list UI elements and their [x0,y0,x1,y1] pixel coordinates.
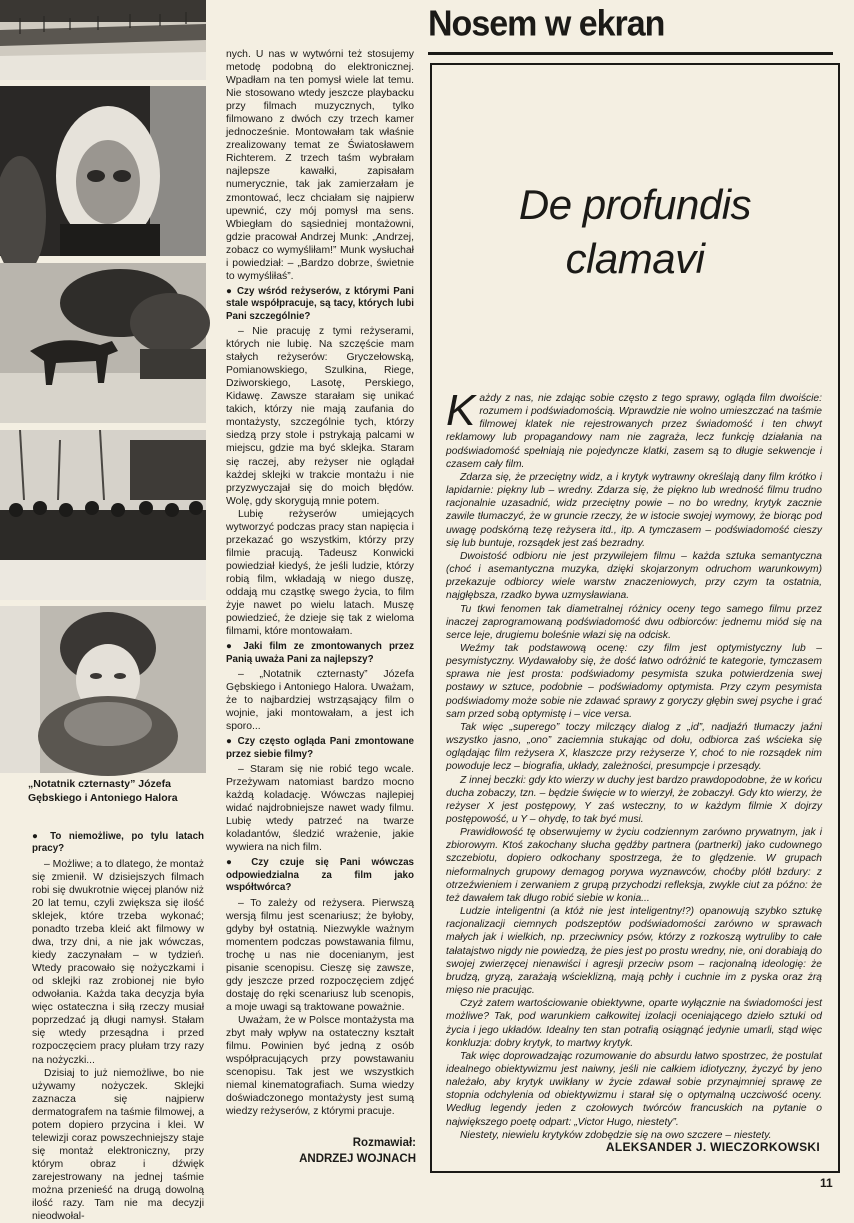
article-body [446,386,822,1142]
page-number: 11 [820,1176,833,1190]
interview-paragraph: – To zależy od reżysera. Pierwszą wersją filmu jest scenariusz; że byłoby, gdyby był ostatnią. Niezwykle ważnym momentem podczas powstawania filmu, trochę u nas nie docenianym, jest pisanie scenopisu. Cieszę się zawsze, gdy jeszcze przed rozpoczęciem zdjęć dostaję do ręki scenariusz lub scenopis, a moje uwagi są traktowane poważnie. [226,897,414,1013]
interview-question: ● Czy wśród reżyserów, z którymi Pani stale współpracuje, są tacy, których lubi Pani szczególnie? [226,285,414,322]
interviewer-name: ANDRZEJ WOJNACH [299,1153,416,1165]
article-paragraph: Z innej beczki: gdy kto wierzy w duchy jest bardzo prawdopodobne, że w końcu ducha zobaczy, tzn. – będzie święcie w to wierzył, że zobaczył. Gdy kto wierzy, że reżyser X jest postępowy, Y zaś wsteczny, to w każdym filmie X dojrzy postępowość, u Y – ohydę, to tak być musi. [446,774,822,825]
article-paragraph: Ludzie inteligentni (a któż nie jest inteligentny!?) opanowują szybko sztukę racjonalizacji ciemnych podszeptów podświadomości zarówno w sprawach małych jak i wielkich, np. przeciwnicy psów, którzy z rozkoszą wytruliby to całe tałatajstwo nigdy nie powiedzą, że pies jest po prostu wredny, nie, oni dorabiają do swojej zwierzęcej nienawiści i agresji przeciw psom – racjonalną ideologię: że brudzą, gryzą, zarażają wścieklizną, mają pchły i cuchnie im z pyska oraz żrą mięso nie pracując. [446,906,822,997]
drop-cap: K [446,386,476,435]
interview-paragraph: nych. U nas w wytwórni też stosujemy metodę podobną do elektronicznej. Wpadłam na ten pomysł wiele lat temu. Nie stosowano wtedy jeszcze playbacku przy filmach muzycznych, tylko filmowano z dwóch czy trzech kamer jednocześnie. Montowałam tak właśnie zrealizowany temat ze Światosławem Richterem. Z trzech taśm wybrałam najlepsze kawałki, zapisałam numerycznie, tak jak zamierzałam je zmontować, lecz chciałam się najpierw upewnić, czy mój pomysł ma sens. Wbiegłam do sąsiedniej montażowni, gdzie pracował Andrzej Munk: „Andrzej, zobacz co wymyśliłam!” Munk wysłuchał i powiedział: – „Bardzo dobrze, świetnie to wymyśliłaś”. [226,49,414,282]
article-author: ALEKSANDER J. WIECZORKOWSKI [605,1140,820,1154]
interview-paragraph: – Nie pracuję z tymi reżyserami, których nie lubię. Na szczęście mam stałych reżyserów: Gryczełowską, Pomianowskiego, Szulkina, Riege, Dziworskiego, Lasotę, Perskiego, Kidawę. Zawsze starałam się unikać takich, którzy nie mają zaufania do montażysty, szczególnie tych, którzy siedzą przy stole i pstrykają palcami w miejscu, gdzie ma być sklejka. Staram się raczej, aby reżyser nie oglądał każdej sklejki w trakcie montażu i nie przyzwyczajał się do moich błędów. Wolę, gdy skorygują mnie potem. [226,326,414,507]
section-rule [428,52,833,55]
article-paragraph [446,386,822,471]
article-headline [430,178,840,286]
article-paragraph: Czyż zatem wartościowanie obiektywne, oparte wyłącznie na świadomości jest możliwe? Tak, pod warunkiem całkowitej izolacji oceniającego dzieło sztuki od życia i jego układów. Idealny ten stan potrafią osiągnąć jedynie umarli, stąd więc konkluzja: dobry krytyk, to martwy krytyk. [446,998,822,1049]
winter-crowd-photo [0,430,206,600]
interview-column-left [32,828,204,1223]
section-title: Nosem w ekran [428,4,665,44]
article-paragraph: Dwoistość odbioru nie jest przywilejem filmu – każda sztuka semantyczna (choć i asemantyczna muzyka, dzięki skojarzonym odruchom warunkowym) przekazuje odbiorcy wiele warstw znaczeniowych, przy czym ta ostatnia, najgłębsza, rzadko bywa uzmysławiana. [446,550,822,602]
interview-paragraph: – Możliwe; a to dlatego, że montaż się zmienił. W dzisiejszych filmach robi się dwukrotnie więcej planów niż 20 lat temu, czyli zwiększa się ilość sklejek, które trzeba wykonać; ponadto trzeba kleić akt filmowy w dwa, trzy dni, a nie jak wówczas, kiedy zaczynałam – w tydzień. Wtedy pracowało się nożyczkami i od sklejki raz zrobionej nie było odwołania. Każda taka decyzja była więc ostateczna i siłą rzeczy musiał poprzedzać ją długi namysł. Stałam się wtedy przesądna i przed rozpoczęciem pracy plułam trzy razy na nożyczki... [32,858,204,1066]
article-paragraph: Tak więc doprowadzając rozumowanie do absurdu łatwo spostrzec, że postulat idealnego obiektywizmu jest naiwny, jeśli nie całkiem idiotyczny, życzyć by jeno należało, aby krytyk uwikłany w życie zdawał sobie przynajmniej sprawę ze stopnia odchylenia od obiektywizmu i starał się o optymalną uczciwość oceny. Według legendy jeden z czołowych twórców francuskich na pytanie o największego poetę odpart: „Victor Hugo, niestety”. [446,1050,822,1128]
article-paragraph: Prawidłowość tę obserwujemy w życiu codziennym zarówno prywatnym, jak i zbiorowym. Ktoś zakochany słucha gędźby partnera (partnerki) jako cudownego szczebiotu, dopiero odkochany spostrzega, że to ględzenie. W grupach nieformalnych grupowy demagog porywa wyznawców, choćby plótł bzdury: z otrzeźwieniem i zerwaniem z grupą przychodzi refleksja, zwykle ciut za późno: że też dawałem tak długo robić siebie w konia... [446,827,822,904]
woman-fur-hat-photo [0,606,206,773]
article-paragraph: Niestety, niewielu krytyków zdobędzie się na owo szczere – niestety. [460,1129,772,1141]
article-paragraph: Weźmy tak podstawową ocenę: czy film jest optymistyczny lub – pesymistyczny. Wydawałoby się, że dość łatwo odróżnić te kategorie, tymczasem sprawa nie jest prosta: podświadomy pesymista szuka potwierdzenia swej postawy w sztuce, podobnie – podświadomy optymista. Przy czym pesymista podświadomy może sobie nie zdawać sprawy z goryczy głębin swej psyche i grać sam przed sobą optymistę i – vice versa. [446,642,822,720]
interview-question: ● Czy czuje się Pani wówczas odpowiedzialna za film jako współtwórca? [226,857,414,894]
headline-line-2: clamavi [565,235,705,282]
headline-line-1: De profundis [518,181,752,228]
interview-question: ● Jaki film ze zmontowanych przez Panią uważa Pani za najlepszy? [226,641,414,665]
interviewer-label: Rozmawiał: [352,1137,416,1149]
article-paragraph-text: ażdy z nas, nie zdając sobie często z tego sprawy, ogląda film dwoiście: rozumem i podświadomością. Wprawdzie nie wolno umieszczać na taśmie filmowej klatek nie rejestrowanych przez świadomość i ten chwyt reklamowy lub propagandowy nam nie zagraża, lecz funkcję działania na podświadomość spełniają nie pojedyncze klatki, zasem są to długie sekwencje i czasem cały film. [446,393,822,470]
article-paragraph: Tak więc „superego” toczy milczący dialog z „id”, nadjaźń tłumaczy jaźni wszystko jasno, „ono” zaciemnia stukając od dołu, odbiorca zaś wściekа się oglądając film reżysera X, klaszcze przy reżyserze Y, choć to nie rozsądek nim powoduje lecz – biografia, układy, zależności, presumpcje i przesądy. [446,721,822,773]
article-paragraph: Tu tkwi fenomen tak diametralnej różnicy oceny tego samego filmu przez inaczej zaprogramowaną podświadomość dwu odbiorców: jednemu miód się na serce leje, drugiemu boleśnie włazi się na odcisk. [446,603,822,641]
article-paragraph: Zdarza się, że przeciętny widz, a i krytyk wytrawny określają dany film krótko i lapidarnie: piękny lub – wredny. Zdarza się, że piękno lub wredność filmu trudno racjonalnie uzasadnić, widz przeciętny powie – no bo wredny, krytyk zacznie zawile tłumaczyć, że w gruncie rzeczy, że w istocie swojej wymowy, że biorąc pod uwagę podskórną tezę reżysera itd., itp. A tymczasem – podświadomość cieszy się lub buntuje, rozsądek jest zaś bezradny. [446,471,822,549]
interview-paragraph: Dzisiaj to już niemożliwe, bo nie używamy nożyczek. Sklejki zaznacza się najpierw dermatografem na taśmie filmowej, a potem dopiero przycina i klei. W telewizji coraz powszechniejszy staje się montaż elektroniczny, przy którym obraz i dźwięk zarejestrowany na jednej taśmie można przenieść na drugą dowolną ilość razy. Tam nie ma decyzji nieodwołal- [32,1067,204,1223]
horse-war-scene-photo [0,263,206,423]
interview-paragraph: Lubię reżyserów umiejących wytworzyć podczas pracy stan napięcia i przekazać go wszystkim, którzy przy filmie pracują. Tadeusz Konwicki powiedział kiedyś, że jeśli ludzie, którzy robią film, wkładają w niego duszę, oddają mu cząstkę swego życia, to film żyje nawet po wielu latach. Muszę powiedzieć, że dzieje się tak z wieloma filmami, które montowałam. [226,508,414,638]
interview-question: ● To niemożliwe, po tylu latach pracy? [32,831,204,855]
photo-caption: „Notatnik czternasty” Józefa Gębskiego i Antoniego Halora [28,778,178,804]
woman-headscarf-photo [0,86,206,256]
interview-question: ● Czy często ogląda Pani zmontowane przez siebie filmy? [226,736,414,760]
interview-column-middle [226,48,414,1118]
winter-landscape-photo [0,0,206,80]
interview-paragraph: Uważam, że w Polsce montażysta ma zbyt mały wpływ na ostateczny kształt filmu. Powinien być jedną z osób współpracujących przy powstawaniu scenopisu. Tak jest we wszystkich niemal kinematografiach. Suma wiedzy doświadczonego montażysty jest sumą wiedzy reżyserów, z którymi pracuje. [226,1015,414,1118]
interview-paragraph: – „Notatnik czternasty” Józefa Gębskiego i Antoniego Halora. Uważam, że to najbardziej wstrząsający film o wojnie, jaki montowałam, a jest ich sporo... [226,669,414,733]
interview-paragraph: – Staram się nie robić tego wcale. Przeżywam natomiast bardzo mocno każdą koladację. Wówczas najlepiej widać najdrobniejsze nawet wady filmu. Lubię wtedy patrzeć na twarze koladantów, śledzić wrażenie, jakie wywiera na nich film. [226,764,414,854]
